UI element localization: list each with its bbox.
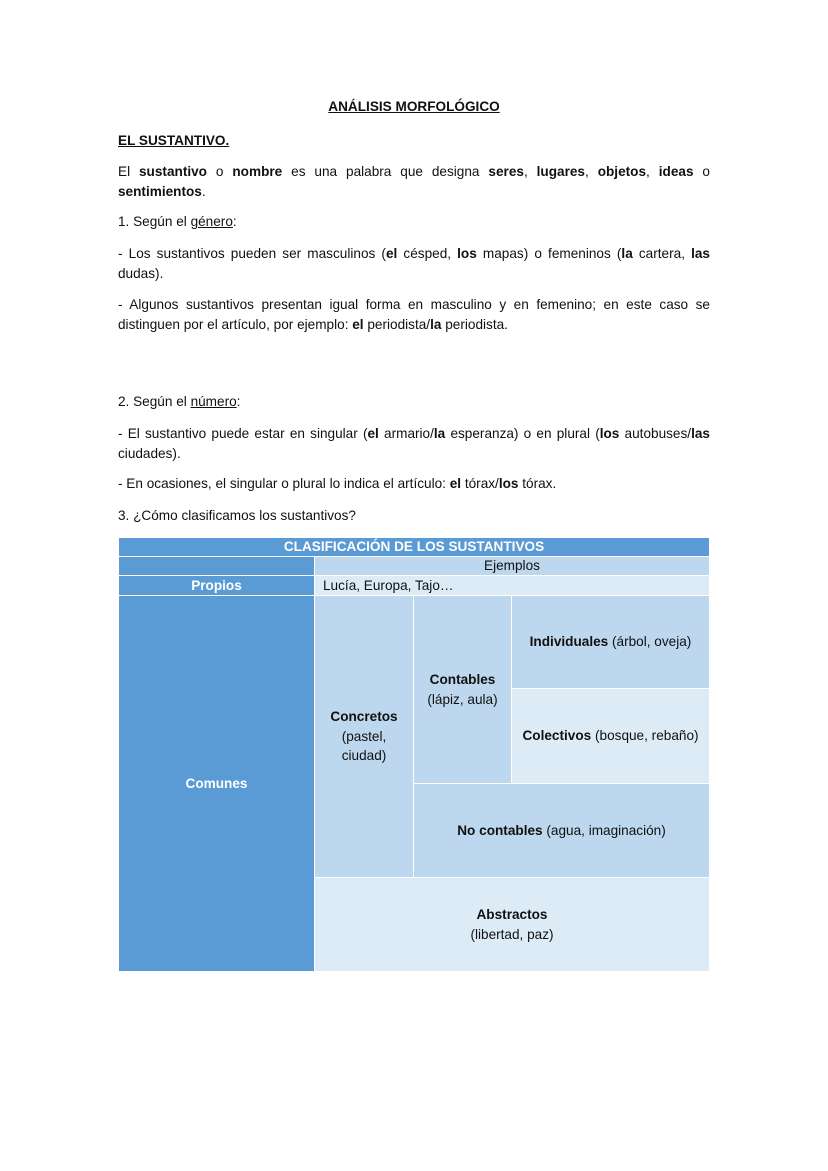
- propios-label: Propios: [118, 575, 315, 596]
- numero-heading: 2. Según el número:: [118, 394, 241, 409]
- section-heading: EL SUSTANTIVO.: [118, 133, 230, 148]
- colectivos-cell: [511, 688, 710, 784]
- comunes-label: Comunes: [118, 595, 315, 972]
- colectivos-examples: (bosque, rebaño): [591, 728, 699, 744]
- propios-examples: Lucía, Europa, Tajo…: [314, 575, 710, 596]
- abstractos-examples: (libertad, paz): [470, 926, 554, 942]
- individuales-label: Individuales: [529, 634, 609, 650]
- contables-examples: (lápiz, aula): [427, 691, 498, 707]
- no-contables-label: No contables: [457, 822, 543, 838]
- concretos-label: Concretos: [330, 709, 398, 725]
- clasificacion-heading: 3. ¿Cómo clasificamos los sustantivos?: [118, 508, 356, 523]
- numero-paragraph-2: - En ocasiones, el singular o plural lo indica el artículo: el tórax/los tórax.: [118, 476, 557, 491]
- numero-paragraph-1: - El sustantivo puede estar en singular (el armario/la esperanza) o en plural (los autobuses/las ciudades).: [118, 426, 710, 461]
- contables-cell: [413, 595, 512, 784]
- table-caption: CLASIFICACIÓN DE LOS SUSTANTIVOS: [118, 537, 710, 557]
- individuales-examples: (árbol, oveja): [608, 634, 692, 650]
- no-contables-examples: (agua, imaginación): [542, 822, 666, 838]
- genero-paragraph-2: - Algunos sustantivos presentan igual forma en masculino y en femenino; en este caso se distinguen por el artículo, por ejemplo: el periodista/la periodista.: [118, 297, 710, 332]
- concretos-cell: [314, 595, 414, 878]
- colectivos-label: Colectivos: [522, 728, 592, 744]
- individuales-cell: [511, 595, 710, 689]
- genero-heading: 1. Según el género:: [118, 214, 237, 229]
- abstractos-label: Abstractos: [476, 907, 548, 922]
- no-contables-cell: [413, 783, 710, 878]
- abstractos-cell: [314, 877, 710, 972]
- intro-paragraph: El sustantivo o nombre es una palabra que designa seres, lugares, objetos, ideas o sentimientos.: [118, 164, 710, 199]
- concretos-examples: (pastel, ciudad): [341, 728, 387, 764]
- table-header-empty-cell: [118, 556, 315, 576]
- clasificacion-table: [118, 537, 710, 972]
- contables-label: Contables: [429, 672, 496, 687]
- document-title: ANÁLISIS MORFOLÓGICO: [328, 99, 500, 114]
- ejemplos-header: Ejemplos: [314, 556, 710, 576]
- genero-paragraph-1: - Los sustantivos pueden ser masculinos (el césped, los mapas) o femeninos (la cartera, las dudas).: [118, 246, 710, 281]
